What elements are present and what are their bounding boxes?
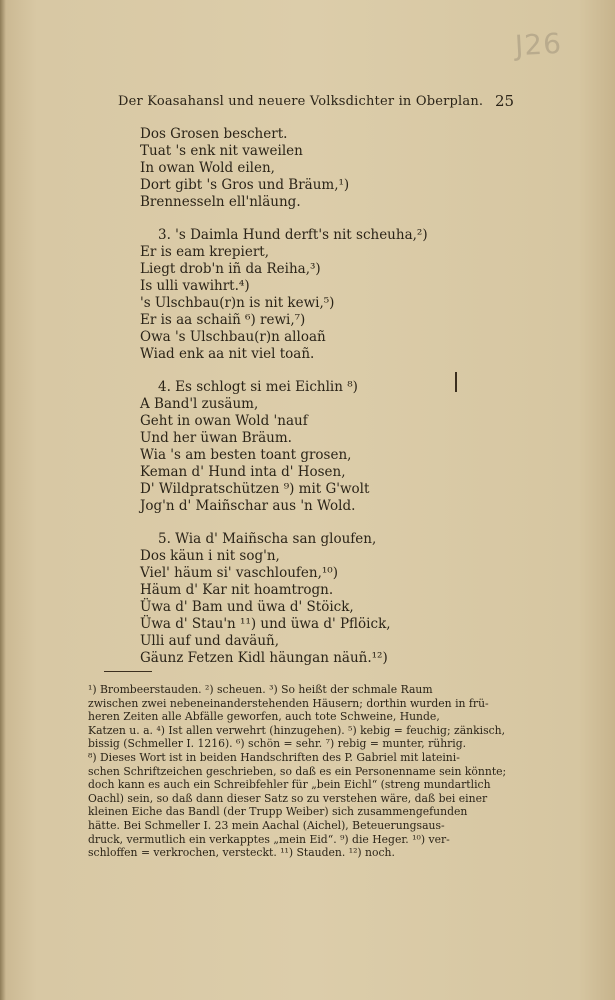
verse-line: Owa 's Ulschbau(r)n alloañ <box>140 329 326 345</box>
footnote-line: ⁸) Dieses Wort ist in beiden Handschriften des P. Gabriel mit lateini- <box>88 750 460 764</box>
verse-line: Er is aa schaiñ ⁶) rewi,⁷) <box>140 312 306 328</box>
footnote-divider <box>104 671 152 672</box>
footnote-line: kleinen Eiche das Bandl (der Trupp Weiber) sich zusammengefunden <box>88 805 468 819</box>
verse-line: Jog'n d' Maiñschar aus 'n Wold. <box>140 498 356 514</box>
verse-line: Dort gibt 's Gros und Bräum,¹) <box>140 177 350 193</box>
footnote-line: doch kann es auch ein Schreibfehler für „bein Eichl“ (streng mundartlich <box>88 778 491 792</box>
verse-line: D' Wildpratschützen ⁹) mit G'wolt <box>140 481 370 497</box>
verse-line: Dos Grosen beschert. <box>140 126 288 142</box>
verse-line: Is ulli vawihrt.⁴) <box>140 278 250 294</box>
verse-line: Geht in owan Wold 'nauf <box>140 413 308 429</box>
footnote-line: schen Schriftzeichen geschrieben, so daß es ein Personenname sein könnte; <box>88 764 507 778</box>
verse-line: Liegt drob'n iñ da Reiha,³) <box>140 261 321 277</box>
verse-line: Üwa d' Stau'n ¹¹) und üwa d' Pflöick, <box>140 616 391 632</box>
verse-line: Viel' häum si' vaschloufen,¹⁰) <box>140 565 338 581</box>
stanza <box>140 379 500 515</box>
verse-line: Dos käun i nit sog'n, <box>140 548 280 564</box>
verse-line: A Band'l zusäum, <box>140 396 259 412</box>
stanza <box>140 227 500 363</box>
page-number: 25 <box>495 92 515 110</box>
verse-line: In owan Wold eilen, <box>140 160 275 176</box>
footnote-line: heren Zeiten alle Abfälle geworfen, auch tote Schweine, Hunde, <box>88 710 440 724</box>
footnote-line: zwischen zwei nebeneinanderstehenden Häusern; dorthin wurden in frü- <box>88 696 489 710</box>
footnote-line: Katzen u. a. ⁴) Ist allen verwehrt (hinzugehen). ⁵) kebig = feuchig; zänkisch, <box>88 723 506 737</box>
verse-line: Gäunz Fetzen Kidl häungan näuñ.¹²) <box>140 650 388 666</box>
verse-line: Häum d' Kar nit hoamtrogn. <box>140 582 334 598</box>
verse-line: 3. 's Daimla Hund derft's nit scheuha,²) <box>158 227 428 243</box>
stanza <box>140 531 500 667</box>
footnote-line: schloffen = verkrochen, versteckt. ¹¹) Stauden. ¹²) noch. <box>88 846 395 860</box>
verse-line: Er is eam krepiert, <box>140 244 270 260</box>
verse-line: Wiad enk aa nit viel toañ. <box>140 346 315 362</box>
verse-line: Wia 's am besten toant grosen, <box>140 447 352 463</box>
footnote-line: hätte. Bei Schmeller I. 23 mein Aachal (Aichel), Beteuerungsaus- <box>88 818 445 832</box>
running-head: Der Koasahansl und neuere Volksdichter in Oberplan. <box>118 94 484 109</box>
verse-line: 's Ulschbau(r)n is nit kewi,⁵) <box>140 295 335 311</box>
verse-line: 5. Wia d' Maiñscha san gloufen, <box>158 531 377 547</box>
poem <box>140 126 500 683</box>
verse-line: Brennesseln ell'nläung. <box>140 194 301 210</box>
footnote-line: ¹) Brombeerstauden. ²) scheuen. ³) So heißt der schmale Raum <box>88 683 433 696</box>
footnotes <box>88 683 508 860</box>
footnote-line: Oachl) sein, so daß dann dieser Satz so zu verstehen wäre, daß bei einer <box>88 791 488 805</box>
margin-mark <box>455 372 457 392</box>
handwritten-shelfmark: J26 <box>514 26 563 63</box>
verse-line: Üwa d' Bam und üwa d' Stöick, <box>140 599 354 615</box>
verse-line: 4. Es schlogt si mei Eichlin ⁸) <box>158 379 358 395</box>
stanza <box>140 126 500 211</box>
footnote-line: druck, vermutlich ein verkapptes „mein Eid“. ⁹) die Heger. ¹⁰) ver- <box>88 832 450 846</box>
verse-line: Tuat 's enk nit vaweilen <box>140 143 303 159</box>
verse-line: Keman d' Hund inta d' Hosen, <box>140 464 346 480</box>
verse-line: Ulli auf und daväuñ, <box>140 633 280 649</box>
footnote-line: bissig (Schmeller I. 1216). ⁶) schön = sehr. ⁷) rebig = munter, rührig. <box>88 737 467 751</box>
verse-line: Und her üwan Bräum. <box>140 430 292 446</box>
